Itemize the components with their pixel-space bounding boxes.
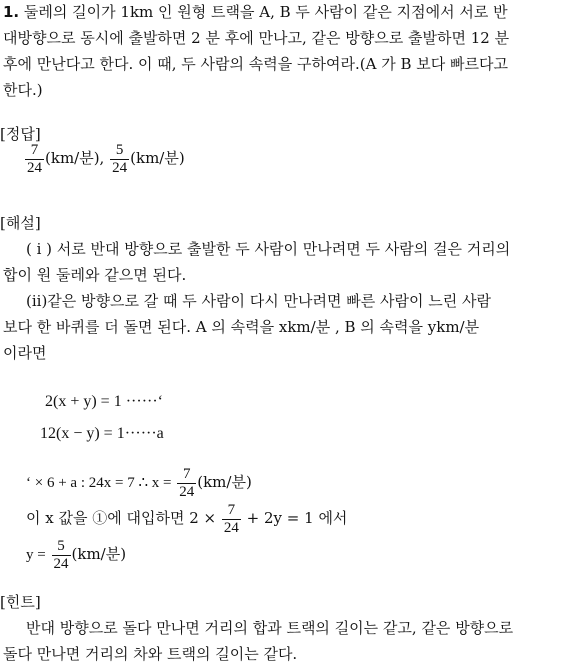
solution-p2-line-2: 보다 한 바퀴를 더 돌면 된다. A 의 속력을 xkm/분 , B 의 속력을 ykm/분 — [3, 318, 480, 336]
fraction-denominator: 24 — [223, 519, 239, 536]
calc-2-fraction — [222, 502, 241, 537]
calc-2-text: 이 x 값을 ①에 대입하면 2 × — [26, 509, 217, 527]
fraction-denominator: 24 — [112, 159, 128, 176]
calc-1-unit: (km/분) — [197, 473, 252, 491]
calc-3-text: y = — [26, 547, 46, 563]
calc-1-fraction — [177, 466, 196, 501]
problem-line-3: 후에 만난다고 한다. 이 때, 두 사람의 속력을 구하여라.(A 가 B 보다 빠르다고 — [3, 55, 508, 73]
answer-unit-2: (km/분) — [130, 149, 185, 167]
solution-p1-line-2: 합이 원 둘레와 같으면 된다. — [3, 266, 187, 284]
calc-2-post: + 2y = 1 에서 — [246, 509, 348, 527]
fraction-numerator: 7 — [227, 501, 236, 518]
hint-line-1: 반대 방향으로 돌다 만나면 거리의 합과 트랙의 길이는 같고, 같은 방향으로 — [26, 619, 514, 637]
answer-fraction-1 — [25, 142, 44, 177]
fraction-numerator: 7 — [30, 141, 39, 158]
fraction-numerator: 5 — [57, 537, 65, 554]
solution-header: [해설] — [0, 214, 41, 232]
hint-header: [힌트] — [0, 593, 41, 611]
calc-1-text: ‘ × 6 + a : 24x = 7 ∴ x = — [26, 475, 172, 491]
problem-line-4: 한다.) — [3, 81, 43, 99]
equation-1: 2(x + y) = 1 ······‘ — [45, 393, 163, 410]
problem-number: 1. — [3, 3, 20, 21]
answer-unit-1: (km/분), — [45, 149, 105, 167]
solution-p1-line-1: ( i ) 서로 반대 방향으로 출발한 두 사람이 만나려면 두 사람의 걸은 거리의 — [26, 240, 511, 258]
calc-line-1 — [26, 462, 252, 503]
problem-line-2: 대방향으로 동시에 출발하면 2 분 후에 만나고, 같은 방향으로 출발하면 12 분 — [3, 29, 510, 47]
problem-line-1 — [3, 3, 508, 21]
fraction-denominator: 24 — [27, 159, 42, 176]
calc-line-3 — [26, 534, 126, 575]
solution-p2-line-3: 이라면 — [3, 344, 47, 362]
answer-line — [24, 138, 185, 178]
equation-2: 12(x − y) = 1······a — [40, 425, 164, 442]
fraction-numerator: 5 — [115, 141, 124, 158]
problem-text-1: 둘레의 길이가 1km 인 원형 트랙을 A, B 두 사람이 같은 지점에서 서로 반 — [23, 3, 508, 21]
answer-header: [정답] — [0, 125, 41, 143]
fraction-denominator: 24 — [53, 555, 69, 572]
calc-3-fraction — [52, 538, 71, 573]
calc-3-unit: (km/분) — [71, 545, 127, 563]
hint-line-2: 돌다 만나면 거리의 차와 트랙의 길이는 같다. — [3, 645, 298, 663]
fraction-numerator: 7 — [182, 465, 191, 482]
solution-p2-line-1: (ii)같은 방향으로 갈 때 두 사람이 다시 만나려면 빠른 사람이 느린 사람 — [26, 292, 491, 310]
calc-line-2 — [26, 498, 347, 538]
answer-fraction-2 — [110, 142, 129, 177]
fraction-denominator: 24 — [179, 483, 195, 500]
